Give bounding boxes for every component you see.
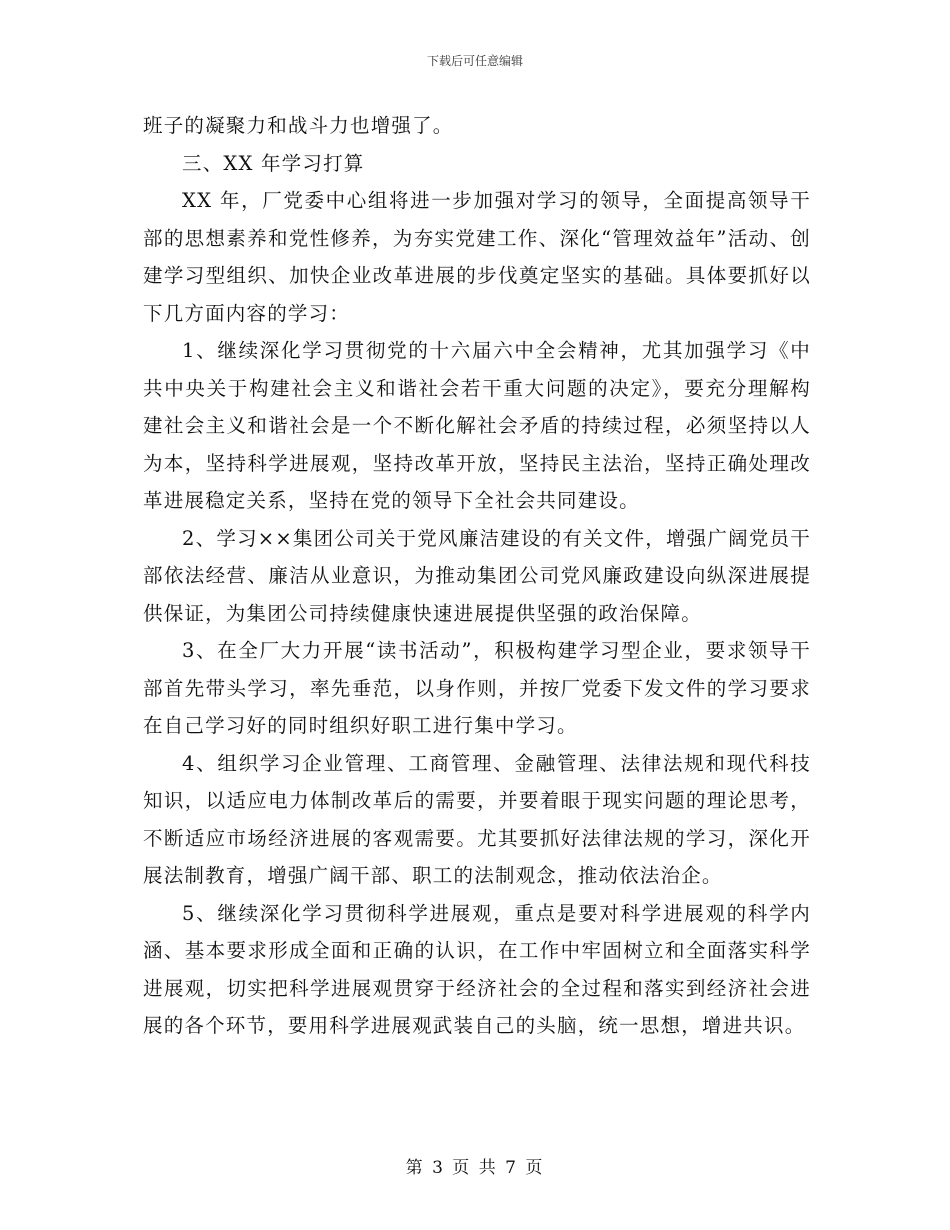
paragraph-intro: XX 年，厂党委中心组将进一步加强对学习的领导，全面提高领导干部的思想素养和党性修养，为夯实党建工作、深化“管理效益年”活动、创建学习型组织、加快企业改革进展的步伐奠定坚实的基础。具体要抓好以下几方面内容的学习： <box>143 189 811 325</box>
document-body <box>143 107 811 1045</box>
page-number-footer: 第 3 页 共 7 页 <box>405 1158 545 1178</box>
list-item-2: 2、学习××集团公司关于党风廉洁建设的有关文件，增强广阔党员干部依法经营、廉洁从业意识，为推动集团公司党风廉政建设向纵深进展提供保证，为集团公司持续健康快速进展提供坚强的政治保障。 <box>143 526 811 625</box>
paragraph-continuation: 班子的凝聚力和战斗力也增强了。 <box>143 114 454 137</box>
list-item-4: 4、组织学习企业管理、工商管理、金融管理、法律法规和现代科技知识，以适应电力体制改革后的需要，并要着眼于现实问题的理论思考，不断适应市场经济进展的客观需要。尤其要抓好法律法规的学习，深化开展法制教育，增强广阔干部、职工的法制观念，推动依法治企。 <box>143 751 811 887</box>
header-note: 下载后可任意编辑 <box>426 54 523 68</box>
list-item-1: 1、继续深化学习贯彻党的十六届六中全会精神，尤其加强学习《中共中央关于构建社会主义和谐社会若干重大问题的决定》，要充分理解构建社会主义和谐社会是一个不断化解社会矛盾的持续过程，必须坚持以人为本，坚持科学进展观，坚持改革开放，坚持民主法治，坚持正确处理改革进展稳定关系，坚持在党的领导下全社会共同建设。 <box>143 339 811 512</box>
list-item-3: 3、在全厂大力开展“读书活动”，积极构建学习型企业，要求领导干部首先带头学习，率先垂范，以身作则，并按厂党委下发文件的学习要求在自己学习好的同时组织好职工进行集中学习。 <box>143 639 811 737</box>
section-heading: 三、XX 年学习打算 <box>182 151 365 175</box>
list-item-5: 5、继续深化学习贯彻科学进展观，重点是要对科学进展观的科学内涵、基本要求形成全面和正确的认识，在工作中牢固树立和全面落实科学进展观，切实把科学进展观贯穿于经济社会的全过程和落实到经济社会进展的各个环节，要用科学进展观武装自己的头脑，统一思想，增进共识。 <box>143 901 811 1037</box>
